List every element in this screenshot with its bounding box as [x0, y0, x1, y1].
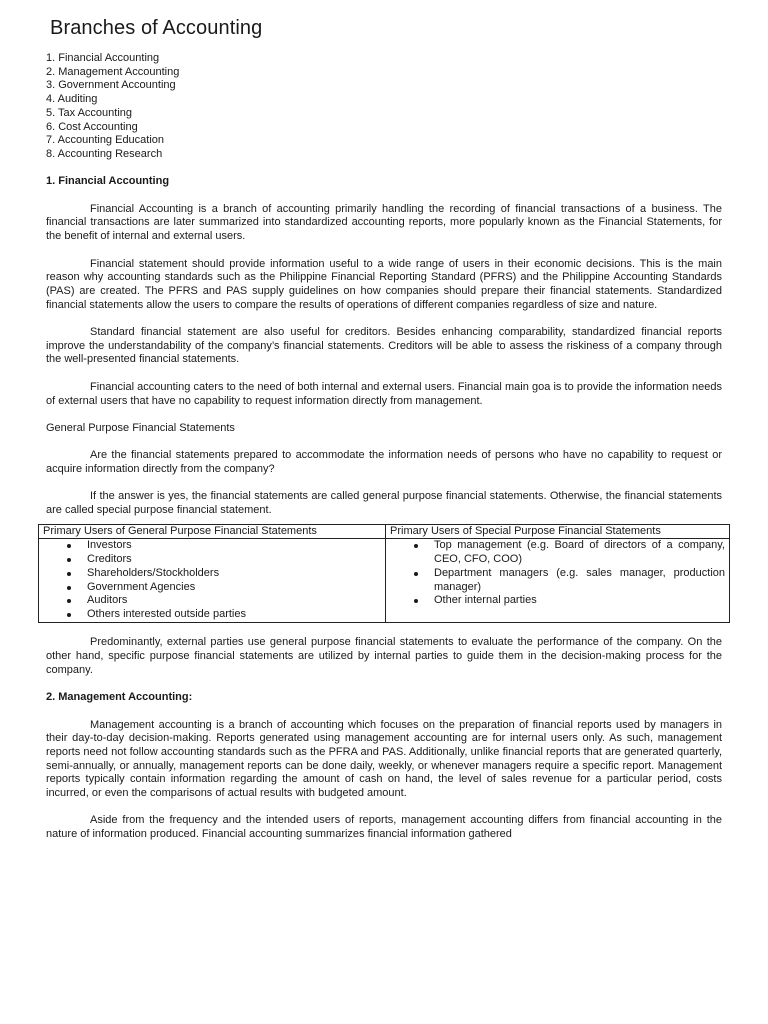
branch-list-item: 2. Management Accounting: [46, 65, 180, 78]
branch-list-item: 5. Tax Accounting: [46, 106, 133, 119]
general-users-cell: [39, 539, 386, 622]
section-heading-management-accounting: 2. Management Accounting:: [46, 691, 193, 704]
paragraph: Standard financial statement are also useful for creditors. Besides enhancing comparability, standardized financial reports improve the understandability of the company’s financial statements. Creditors will be able to assess the riskiness of a company through the well-presented financial statements.: [46, 326, 722, 366]
list-item: Investors: [43, 539, 381, 553]
bullet-icon: [67, 586, 71, 590]
bullet-icon: [67, 599, 71, 603]
table-header-row: [39, 524, 730, 539]
list-item: Other internal parties: [390, 594, 725, 608]
section-heading-financial-accounting: 1. Financial Accounting: [46, 175, 170, 188]
document-title: Branches of Accounting: [50, 17, 263, 39]
table-header-general: Primary Users of General Purpose Financial Statements: [39, 524, 386, 539]
bullet-icon: [414, 572, 418, 576]
branch-list-item: 3. Government Accounting: [46, 79, 176, 92]
branch-list: [46, 52, 722, 162]
users-table: [38, 524, 730, 623]
paragraph: If the answer is yes, the financial statements are called general purpose financial statements. Otherwise, the financial statements are called special purpose financial statement.: [46, 490, 722, 517]
special-users-cell: [386, 539, 730, 622]
paragraph: Financial statement should provide information useful to a wide range of users in their economic decisions. This is the main reason why accounting standards such as the Philippine Financial Reporting Standard (PFRS) and the Philippine Accounting Standards (PAS) are created. The PFRS and PAS supply guidelines on how companies should prepare their financial statements. Standardized financial statements allow the users to compare the results of operations of different companies regardless of size and nature.: [46, 257, 722, 311]
list-item: Creditors: [43, 553, 381, 567]
paragraph: Aside from the frequency and the intended users of reports, management accounting differs from financial accounting in the nature of information produced. Financial accounting summarizes financial information gathered: [46, 814, 722, 841]
bullet-icon: [414, 544, 418, 548]
paragraph: Management accounting is a branch of accounting which focuses on the preparation of financial reports used by managers in their day-to-day decision-making. Reports generated using management accounting are for internal users only. As such, management reports need not follow accounting standards such as the PFRA and PAS. Additionally, unlike financial reports that are generated quarterly, semi-annually, or annually, management reports can be done daily, weekly, or whenever managers require a specific report. Management reports typically contain information regarding the amount of cash on hand, the level of sales revenue for a particular period, costs incurred, or even the comparisons of actual results with budgeted amount.: [46, 718, 722, 800]
branch-list-item: 4. Auditing: [46, 93, 98, 106]
subheading-general-purpose: General Purpose Financial Statements: [46, 421, 235, 434]
list-item: Department managers (e.g. sales manager, production manager): [390, 567, 725, 594]
branch-list-item: 8. Accounting Research: [46, 147, 163, 160]
document-page: [43, 14, 725, 842]
bullet-icon: [67, 613, 71, 617]
paragraph: Financial Accounting is a branch of accounting primarily handling the recording of financial transactions of a business. The financial transactions are later summarized into standardized accounting reports, more popularly known as the Financial Statements, for the benefit of internal and external users.: [46, 202, 722, 243]
branch-list-item: 1. Financial Accounting: [46, 52, 160, 64]
bullet-icon: [414, 599, 418, 603]
list-item: Auditors: [43, 594, 381, 608]
list-item: Government Agencies: [43, 581, 381, 595]
bullet-icon: [67, 558, 71, 562]
paragraph: Are the financial statements prepared to accommodate the information needs of persons who have no capability to request or acquire information directly from the company?: [46, 449, 722, 475]
bullet-icon: [67, 544, 71, 548]
list-item: Shareholders/Stockholders: [43, 567, 381, 581]
table-row: [39, 539, 730, 622]
list-item: Others interested outside parties: [43, 608, 381, 622]
paragraph: Predominantly, external parties use general purpose financial statements to evaluate the performance of the company. On the other hand, specific purpose financial statements are utilized by internal parties to guide them in the decision-making process for the company.: [46, 636, 722, 676]
branch-list-item: 7. Accounting Education: [46, 134, 165, 147]
table-header-special: Primary Users of Special Purpose Financial Statements: [386, 524, 730, 539]
bullet-icon: [67, 572, 71, 576]
paragraph: Financial accounting caters to the need of both internal and external users. Financial main goa is to provide the information needs of external users that have no capability to request information directly from management.: [46, 380, 722, 407]
branch-list-item: 6. Cost Accounting: [46, 120, 138, 133]
list-item: Top management (e.g. Board of directors of a company, CEO, CFO, COO): [390, 539, 725, 566]
